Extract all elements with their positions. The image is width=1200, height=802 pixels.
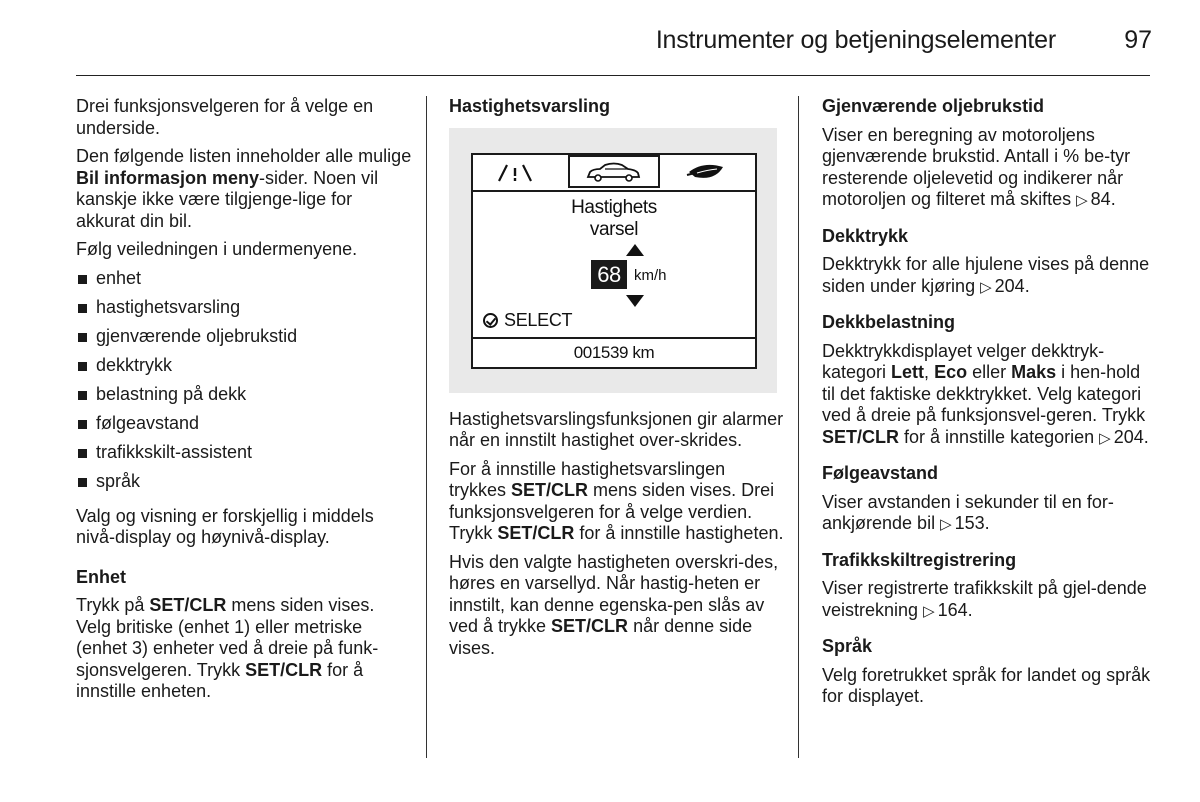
- text: for å innstille hastigheten.: [574, 523, 784, 543]
- section-heading: Dekktrykk: [822, 225, 909, 246]
- list-item-label: enhet: [96, 267, 142, 288]
- section-body: [822, 341, 1158, 450]
- dekktrykk-section: [822, 226, 1158, 299]
- sprak-section: [822, 636, 1158, 708]
- text: i hen-hold til det faktiske dekktrykket. Velg kategori ved å dreie på funksjonsvel-geren. Trykk: [822, 362, 1146, 425]
- category-name: Lett: [891, 362, 925, 382]
- display-illustration: [449, 128, 777, 393]
- arrow-up-icon: [626, 244, 644, 256]
- page-reference-icon: ▷: [1099, 429, 1111, 447]
- text: mens siden vises. Drei funksjonsvelgeren for å velge verdien. Trykk: [449, 480, 775, 543]
- section-body: [822, 492, 1158, 536]
- text: ,: [924, 362, 935, 382]
- guidance-paragraph: Følg veiledningen i undermenyene.: [76, 239, 358, 259]
- section-body: Velg foretrukket språk for landet og språk for displayet.: [822, 664, 1151, 706]
- list-item: [76, 442, 412, 471]
- category-name: Maks: [1011, 362, 1057, 382]
- page-reference[interactable]: 164.: [937, 599, 973, 620]
- section-heading: Språk: [822, 636, 873, 656]
- list-item-label: belastning på dekk: [96, 383, 247, 404]
- select-prompt: [483, 310, 572, 332]
- button-name: SET/CLR: [822, 426, 900, 447]
- list-item-label: språk: [96, 470, 141, 491]
- column-1: [76, 96, 412, 710]
- list-item-label: følgeavstand: [96, 412, 200, 433]
- list-item-label: trafikkskilt-assistent: [96, 441, 253, 462]
- column-divider-1: [426, 96, 427, 758]
- text: Viser avstanden i sekunder til en for-ankjørende bil: [822, 491, 1114, 533]
- section-body: [822, 125, 1158, 212]
- category-name: Eco: [934, 362, 968, 382]
- car-icon: [568, 155, 660, 188]
- list-item: [76, 413, 412, 442]
- bullet-icon: [78, 478, 87, 487]
- text: Dekktrykk for alle hjulene vises på denne siden under kjøring: [822, 254, 1150, 296]
- section-heading: Hastighetsvarsling: [449, 96, 611, 116]
- display-title-line-2: varsel: [589, 218, 639, 240]
- text: for å innstille enheten.: [76, 659, 364, 701]
- text: når denne side vises.: [449, 616, 753, 658]
- list-item: [76, 326, 412, 355]
- button-name: SET/CLR: [551, 616, 629, 636]
- column-2: [449, 96, 785, 666]
- page-reference[interactable]: 204.: [1113, 426, 1149, 447]
- list-item-label: dekktrykk: [96, 354, 173, 375]
- text: Dekktrykkdisplayet velger dekktryk-kategori: [822, 340, 1105, 382]
- page-header-title: Instrumenter og betjeningselementer: [655, 26, 1056, 54]
- text: Hvis den valgte hastigheten overskri-des, høres en varsellyd. Når hastig-heten er innstilt, kan denne egenska-pen slås av ved å trykke: [449, 551, 779, 636]
- section-heading: Dekkbelastning: [822, 312, 956, 332]
- section-heading: Følgeavstand: [822, 463, 939, 483]
- page-reference[interactable]: 153.: [954, 513, 990, 533]
- text: For å innstille hastighetsvarslingen trykkes: [449, 458, 726, 500]
- section-body: [822, 578, 1158, 622]
- column-3: [822, 96, 1158, 715]
- list-item-label: hastighetsvarsling: [96, 296, 241, 317]
- folgeavstand-section: [822, 463, 1158, 536]
- section-body: [822, 254, 1158, 298]
- page-reference[interactable]: 84.: [1090, 189, 1116, 209]
- header-rule: [76, 75, 1150, 76]
- page-reference[interactable]: 204.: [994, 275, 1030, 296]
- intro-paragraph: Drei funksjonsvelgeren for å velge en underside.: [76, 96, 374, 138]
- trafikkskilt-section: [822, 550, 1158, 623]
- text: eller: [967, 362, 1012, 382]
- text: Viser en beregning av motoroljens gjenværende brukstid. Antall i % be-tyr resterende oljelevetid og indikerer når motoroljen og filteret må skiftes: [822, 124, 1131, 209]
- arrow-down-icon: [626, 295, 644, 307]
- display-screen: [471, 153, 757, 369]
- list-item: [76, 384, 412, 413]
- enhet-section: [76, 567, 412, 703]
- submenu-list: [76, 268, 412, 500]
- road-warning-icon: [485, 155, 561, 190]
- column-divider-2: [798, 96, 799, 758]
- page-reference-icon: ▷: [980, 278, 992, 296]
- button-name: SET/CLR: [149, 595, 227, 615]
- text: Trykk på: [76, 595, 150, 615]
- bullet-icon: [78, 449, 87, 458]
- list-item: [76, 297, 412, 326]
- bullet-icon: [78, 333, 87, 342]
- list-item: [76, 268, 412, 297]
- display-title-line-1: Hastighets: [571, 196, 657, 218]
- odometer-readout: 001539 km: [573, 342, 655, 362]
- text: -sider. Noen vil kanskje ikke være tilgjenge-lige for akkurat din bil.: [76, 167, 379, 231]
- bullet-icon: [78, 391, 87, 400]
- select-label: SELECT: [504, 309, 573, 330]
- speed-value: 68: [591, 260, 627, 289]
- speed-unit: km/h: [634, 266, 667, 284]
- menu-name: Bil informasjon meny: [76, 167, 260, 188]
- bullet-icon: [78, 420, 87, 429]
- check-circle-icon: [483, 313, 498, 328]
- bullet-icon: [78, 304, 87, 313]
- page-reference-icon: ▷: [923, 602, 935, 620]
- list-intro-paragraph: [76, 146, 412, 232]
- section-heading: Trafikkskiltregistrering: [822, 549, 1017, 570]
- text: mens siden vises. Velg britiske (enhet 1) eller metriske (enhet 3) enheter ved å dreie på funk-sjonsvelgeren. Trykk: [76, 595, 379, 680]
- list-item: [76, 471, 412, 500]
- page-reference-icon: ▷: [940, 516, 952, 533]
- odometer-divider: [473, 337, 755, 339]
- bullet-icon: [78, 275, 87, 284]
- list-item-label: gjenværende oljebrukstid: [96, 325, 298, 346]
- section-body: [76, 595, 412, 703]
- text: for å innstille kategorien: [899, 426, 1095, 447]
- setting-paragraph: [449, 459, 785, 545]
- display-note-paragraph: Valg og visning er forskjellig i middels nivå-display og høynivå-display.: [76, 505, 374, 547]
- bullet-icon: [78, 362, 87, 371]
- text: Viser registrerte trafikkskilt på gjel-dende veistrekning: [822, 578, 1147, 620]
- alarm-paragraph: [449, 552, 785, 660]
- text: Den følgende listen inneholder alle mulige: [76, 146, 412, 166]
- eco-leaf-icon: [673, 155, 749, 190]
- section-heading: Enhet: [76, 566, 127, 587]
- button-name: SET/CLR: [245, 659, 323, 680]
- section-heading: Gjenværende oljebrukstid: [822, 96, 1045, 116]
- olje-section: [822, 96, 1158, 212]
- list-item: [76, 355, 412, 384]
- button-name: SET/CLR: [511, 480, 589, 500]
- dekkbelastning-section: [822, 312, 1158, 449]
- page-number: 97: [1124, 26, 1152, 54]
- function-paragraph: Hastighetsvarslingsfunksjonen gir alarmer når en innstilt hastighet over-skrides.: [449, 408, 784, 450]
- page-reference-icon: ▷: [1076, 192, 1088, 209]
- display-tab-bar: [473, 155, 755, 192]
- button-name: SET/CLR: [497, 523, 575, 543]
